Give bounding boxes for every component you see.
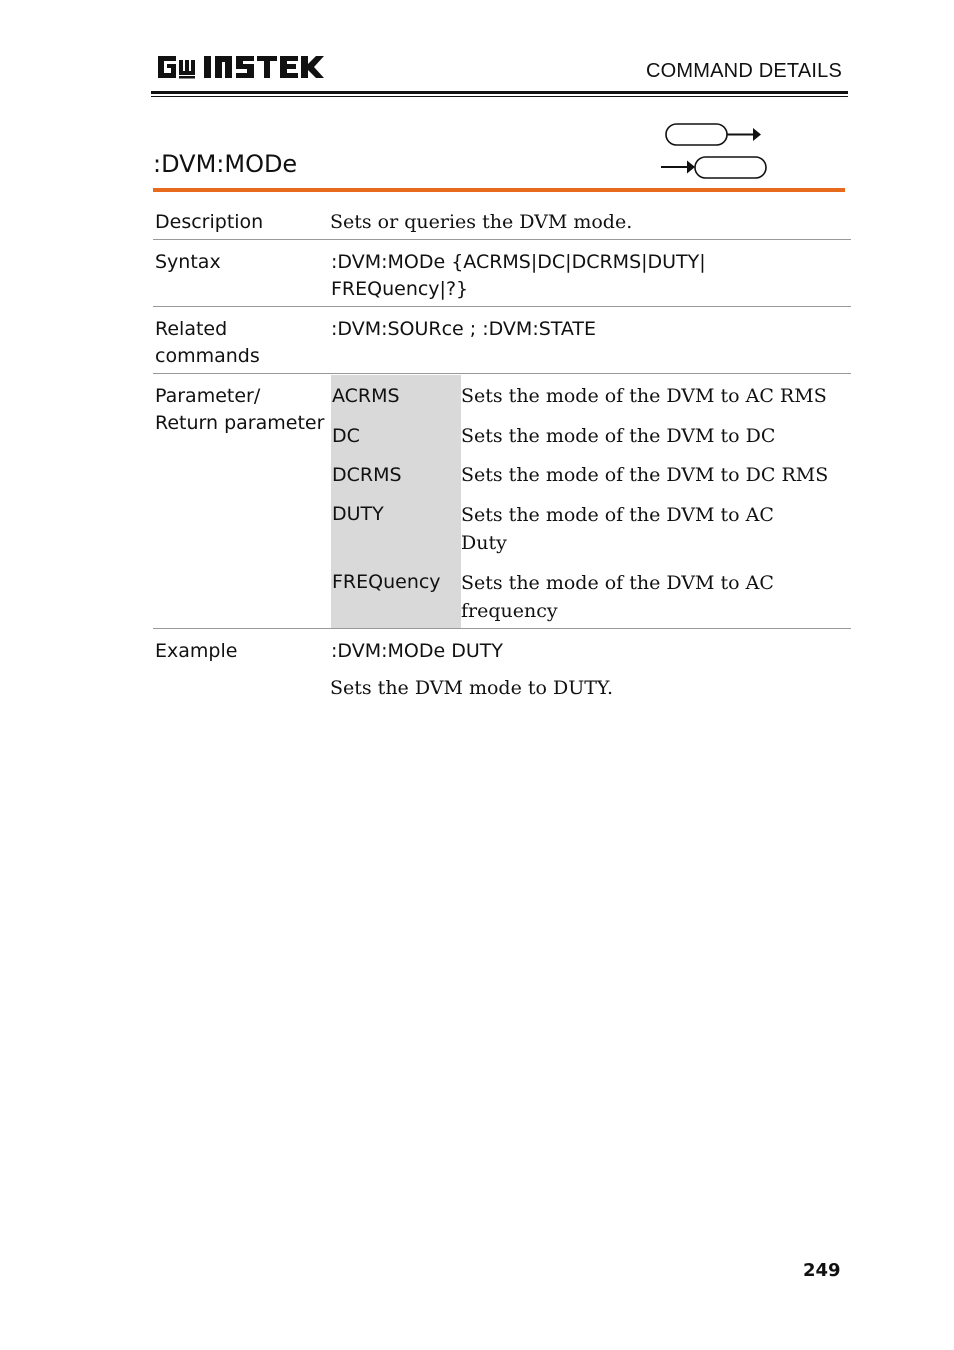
command-title: :DVM:MODe xyxy=(153,150,298,178)
parameter-name: DC xyxy=(332,425,360,447)
parameter-description: Sets the mode of the DVM to DC xyxy=(461,425,776,447)
gw-instek-logo xyxy=(156,52,326,86)
syntax-line-1: :DVM:MODe {ACRMS|DC|DCRMS|DUTY| xyxy=(331,251,706,273)
related-label-line-2: commands xyxy=(155,345,260,367)
parameter-name: ACRMS xyxy=(332,385,400,407)
header-rule-thin xyxy=(151,96,848,97)
title-accent-rule xyxy=(153,188,845,192)
divider xyxy=(153,628,851,629)
description-label: Description xyxy=(155,211,264,233)
parameter-name: DUTY xyxy=(332,503,384,525)
syntax-label: Syntax xyxy=(155,251,221,273)
parameter-description-cont: Duty xyxy=(461,532,507,554)
parameter-description: Sets the mode of the DVM to AC xyxy=(461,572,774,594)
set-query-icon xyxy=(658,122,770,186)
parameter-name: FREQuency xyxy=(332,571,441,593)
parameter-label-line-2: Return parameter xyxy=(155,412,325,434)
section-title: COMMAND DETAILS xyxy=(646,60,842,82)
parameter-description: Sets the mode of the DVM to DC RMS xyxy=(461,464,829,486)
divider xyxy=(153,373,851,374)
parameter-label-line-1: Parameter/ xyxy=(155,385,261,407)
divider xyxy=(153,239,851,240)
divider xyxy=(153,306,851,307)
related-commands-value: :DVM:SOURce ; :DVM:STATE xyxy=(331,318,597,340)
syntax-line-2: FREQuency|?} xyxy=(331,278,469,300)
example-explanation: Sets the DVM mode to DUTY. xyxy=(330,677,614,699)
related-label-line-1: Related xyxy=(155,318,228,340)
page-number: 249 xyxy=(803,1260,841,1281)
parameter-description: Sets the mode of the DVM to AC RMS xyxy=(461,385,827,407)
parameter-description: Sets the mode of the DVM to AC xyxy=(461,504,774,526)
example-label: Example xyxy=(155,640,238,662)
example-command: :DVM:MODe DUTY xyxy=(331,640,503,662)
parameter-name: DCRMS xyxy=(332,464,402,486)
header-rule xyxy=(151,91,848,94)
parameter-description-cont: frequency xyxy=(461,600,558,622)
description-value: Sets or queries the DVM mode. xyxy=(330,211,633,233)
